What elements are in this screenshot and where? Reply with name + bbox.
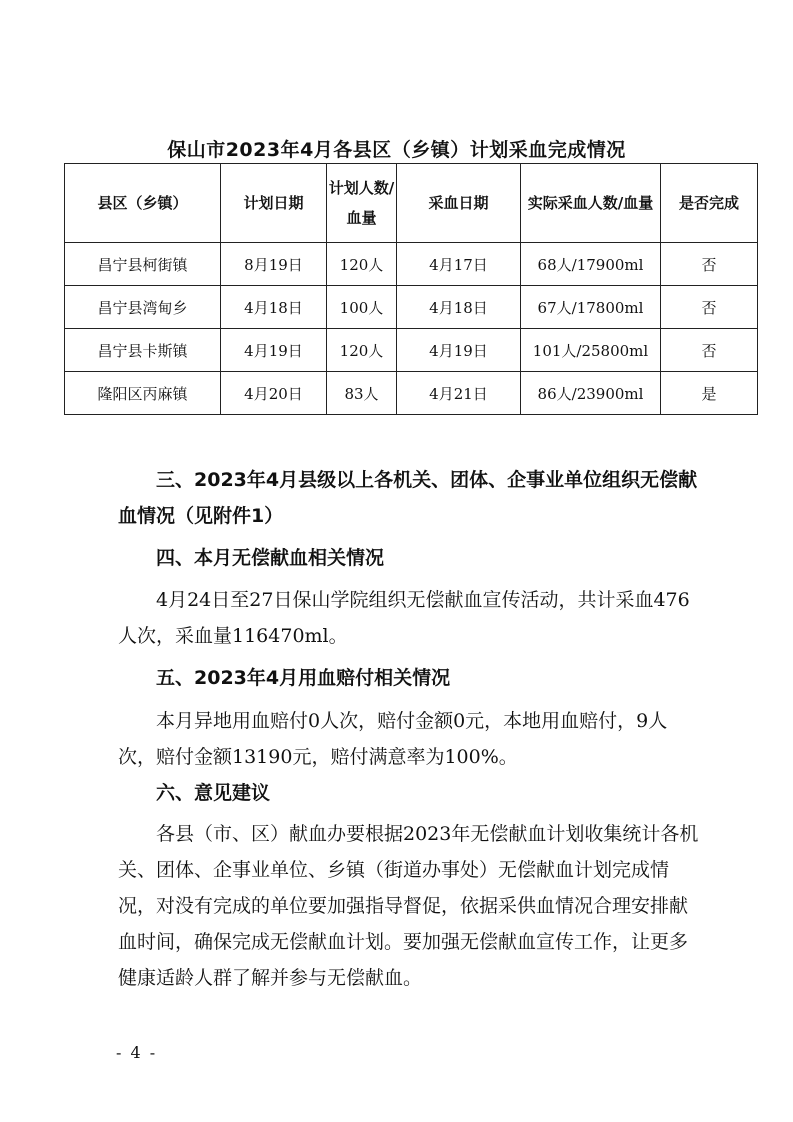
section-3-heading: 三、2023年4月县级以上各机关、团体、企事业单位组织无偿献血情况（见附件1）: [118, 469, 698, 527]
section-4-heading: 四、本月无偿献血相关情况: [156, 547, 385, 569]
section-6-body: 各县（市、区）献血办要根据2023年无偿献血计划收集统计各机关、团体、企事业单位、乡镇（街道办事处）无偿献血计划完成情况，对没有完成的单位要加强指导督促，依据采供血情况合理安排献血时间，确保完成无偿献血计划。要加强无偿献血宣传工作，让更多健康适龄人群了解并参与无偿献血。: [118, 823, 699, 989]
table-cell: 4月19日: [397, 329, 521, 372]
table-cell: 101人/25800ml: [521, 329, 661, 372]
column-header: 计划日期: [221, 164, 327, 243]
table-header-row: [65, 164, 758, 243]
section-5-heading: 五、2023年4月用血赔付相关情况: [156, 667, 451, 689]
table-cell: 4月21日: [397, 372, 521, 415]
section-4-body: 4月24日至27日保山学院组织无偿献血宣传活动，共计采血476人次，采血量116470ml。: [118, 589, 690, 647]
table-row: [65, 286, 758, 329]
table-cell: 昌宁县湾甸乡: [65, 286, 221, 329]
table-cell: 隆阳区丙麻镇: [65, 372, 221, 415]
table-cell: 8月19日: [221, 243, 327, 286]
table-cell: 4月18日: [221, 286, 327, 329]
table-cell: 67人/17800ml: [521, 286, 661, 329]
table-cell: 否: [661, 243, 758, 286]
table-cell: 是: [661, 372, 758, 415]
table-cell: 120人: [327, 243, 397, 286]
table-cell: 68人/17900ml: [521, 243, 661, 286]
table-cell: 昌宁县卡斯镇: [65, 329, 221, 372]
table-cell: 4月19日: [221, 329, 327, 372]
column-header: 采血日期: [397, 164, 521, 243]
column-header: 计划人数/血量: [327, 164, 397, 243]
column-header: 县区（乡镇）: [65, 164, 221, 243]
blood-collection-table: [64, 163, 758, 415]
table-cell: 100人: [327, 286, 397, 329]
table-cell: 86人/23900ml: [521, 372, 661, 415]
section-5-body: 本月异地用血赔付0人次，赔付金额0元，本地用血赔付，9人次，赔付金额13190元，赔付满意率为100%。: [118, 710, 668, 768]
section-6-heading: 六、意见建议: [156, 782, 271, 804]
table-cell: 4月18日: [397, 286, 521, 329]
table-cell: 83人: [327, 372, 397, 415]
table-cell: 昌宁县柯街镇: [65, 243, 221, 286]
page-number: - 4 -: [116, 1043, 158, 1062]
table-cell: 120人: [327, 329, 397, 372]
table-row: [65, 243, 758, 286]
table-row: [65, 372, 758, 415]
column-header: 是否完成: [661, 164, 758, 243]
table-title: 保山市2023年4月各县区（乡镇）计划采血完成情况: [167, 139, 626, 161]
column-header: 实际采血人数/血量: [521, 164, 661, 243]
table-cell: 否: [661, 286, 758, 329]
table-cell: 否: [661, 329, 758, 372]
table-cell: 4月17日: [397, 243, 521, 286]
table-cell: 4月20日: [221, 372, 327, 415]
table-row: [65, 329, 758, 372]
